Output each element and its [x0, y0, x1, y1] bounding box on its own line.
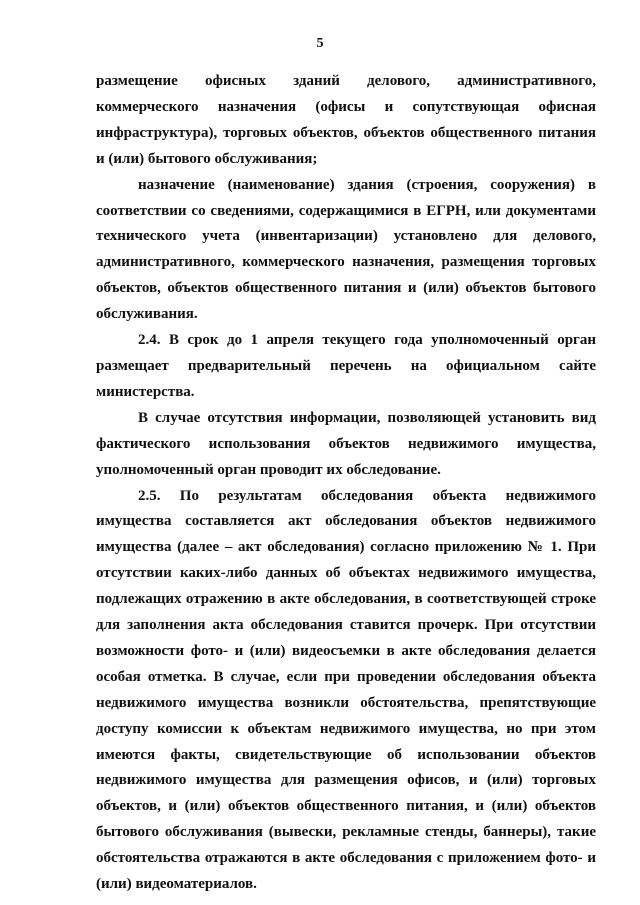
document-body: [96, 69, 596, 898]
paragraph-survey-note: В случае отсутствия информации, позволяющей установить вид фактического использования объектов недвижимого имущества, уполномоченный орган проводит их обследование.: [96, 409, 596, 478]
paragraph-2-5: 2.5. По результатам обследования объекта недвижимого имущества составляется акт обследования объектов недвижимого имущества (далее – акт обследования) согласно приложению № 1. При отсутствии каких-либо данных об объектах недвижимого имущества, подлежащих отражению в акте обследования, в соответствующей строке для заполнения акта обследования ставится прочерк. При отсутствии возможности фото- и (или) видеосъемки в акте обследования делается особая отметка. В случае, если при проведении обследования объекта недвижимого имущества возникли обстоятельства, препятствующие доступу комиссии к объектам недвижимого имущества, но при этом имеются факты, свидетельствующие об использовании объектов недвижимого имущества для размещения офисов, и (или) торговых объектов, и (или) объектов общественного питания, и (или) объектов бытового обслуживания (вывески, рекламные стенды, баннеры), такие обстоятельства отражаются в акте обследования с приложением фото- и (или) видеоматериалов.: [96, 487, 596, 893]
paragraph-1: размещение офисных зданий делового, административного, коммерческого назначения (офисы и сопутствующая офисная инфраструктура), торговых объектов, объектов общественного питания и (или) бытового обслуживания;: [96, 73, 596, 167]
paragraph-2: назначение (наименование) здания (строения, сооружения) в соответствии со сведениями, содержащимися в ЕГРН, или документами технического учета (инвентаризации) установлено для делового, административного, коммерческого назначения, размещения торговых объектов, объектов общественного питания и (или) объектов бытового обслуживания.: [96, 176, 596, 323]
paragraph-2-4: 2.4. В срок до 1 апреля текущего года уполномоченный орган размещает предварительный перечень на официальном сайте министерства.: [96, 332, 596, 400]
page-number: 5: [316, 36, 324, 51]
